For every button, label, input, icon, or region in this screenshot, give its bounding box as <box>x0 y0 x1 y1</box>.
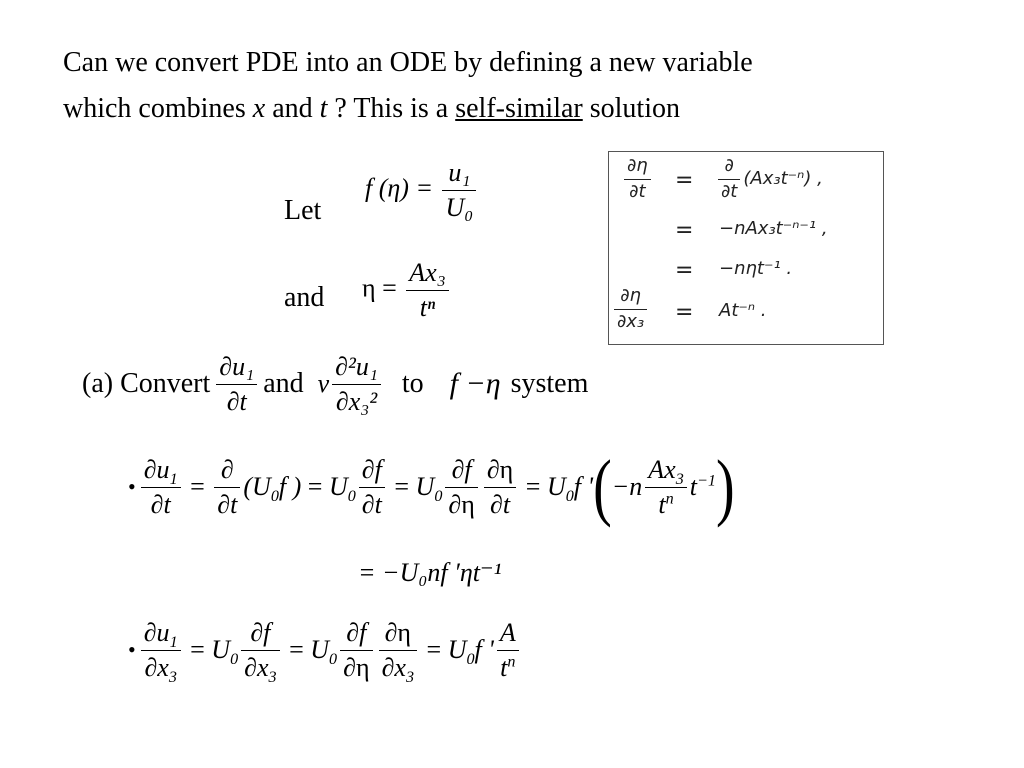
box-eq-1: = <box>675 168 694 193</box>
box-op-num: ∂ <box>724 155 734 176</box>
eq1-t2-den: ∂t <box>217 489 238 519</box>
eq1-t4-den: ∂η <box>448 489 475 519</box>
eq2-u0-a: $U_0$ <box>211 635 239 669</box>
box-eq-2: = <box>675 218 694 243</box>
eq2-t2-den: $\partial x_3$ <box>244 652 277 687</box>
eq1-t6-num: $Ax_3$ <box>648 455 684 489</box>
part-a-line <box>82 352 588 417</box>
eq1-t6-den: $t^n$ <box>658 489 674 519</box>
eq1-t3-num: ∂f <box>361 455 382 484</box>
and-label: and <box>284 282 325 313</box>
box-row-2-rhs <box>719 220 828 238</box>
part-a-frac2-num: ∂²u₁ <box>335 352 378 381</box>
eq2-t3-den: ∂η <box>343 652 370 682</box>
eta-fraction <box>406 258 448 323</box>
intro-text-a: which combines <box>63 93 253 124</box>
box-eq-4: = <box>675 300 694 325</box>
eq1-t2-num: ∂ <box>220 455 234 484</box>
let-label: Let <box>284 195 322 226</box>
box-row-1 <box>621 156 654 202</box>
box-row-1-rhs <box>715 156 823 202</box>
intro-text-b: and <box>265 93 320 124</box>
eq1-left-paren: ( <box>593 445 612 530</box>
eq1-u0f-prime: $U_0f$ ' <box>546 472 594 506</box>
equation-1-line-2 <box>358 560 501 586</box>
box-r4-rhs: At⁻ⁿ . <box>719 300 767 321</box>
part-a-prefix: (a) Convert <box>82 368 211 400</box>
eq1-u0-a: $U_0$ <box>328 472 356 506</box>
eq1-u0-b: $U_0$ <box>415 472 443 506</box>
eq2-t3-num: ∂f <box>346 618 367 647</box>
eq2-t1-num: $\partial u_1$ <box>143 618 178 652</box>
eq2-t5-num: A <box>499 618 516 647</box>
part-a-v: v <box>317 369 330 399</box>
box-r1-lhs-den: ∂t <box>629 180 646 202</box>
part-a-f-eta: f −η <box>449 367 501 401</box>
eq1-eq-a: = <box>183 472 212 502</box>
eq1-eq-c: = <box>387 472 416 502</box>
eta-denominator: tⁿ <box>419 292 436 322</box>
eq1-eq-d: = <box>519 472 547 502</box>
part-a-system: system <box>510 368 589 400</box>
eq2-u0f-prime: $U_0f$ ' <box>447 635 494 669</box>
eq2-t2-num: ∂f <box>250 618 271 647</box>
eq1-t3-den: ∂t <box>361 489 382 519</box>
part-a-and: and <box>263 368 304 400</box>
f-eta-fraction <box>442 158 476 223</box>
eq2-t4-den: $\partial x_3$ <box>381 652 415 687</box>
var-x: x <box>252 93 266 124</box>
box-r1-lhs-num: ∂η <box>627 155 648 176</box>
eq2-t5-den: $t^n$ <box>500 652 516 682</box>
self-similar-term: self-similar <box>455 93 583 124</box>
part-a-frac1-den: ∂t <box>226 386 247 416</box>
f-eta-definition <box>365 158 479 223</box>
f-eta-lhs: f (η) = <box>365 173 433 203</box>
box-op-den: ∂t <box>721 180 738 202</box>
var-t: t <box>319 93 328 124</box>
bullet-2: • <box>128 637 136 663</box>
eq1-t5-den: ∂t <box>490 489 511 519</box>
eq1-right-paren: ) <box>715 445 735 530</box>
intro-line-1: Can we convert PDE into an ODE by defining a new variable <box>63 47 753 78</box>
eta-definition <box>362 258 452 323</box>
eq2-eq-a: = <box>183 635 212 665</box>
eta-lhs: η = <box>362 273 397 303</box>
box-r4-lhs-num: ∂η <box>620 285 641 306</box>
eta-numerator: Ax₃ <box>409 258 446 287</box>
eq2-eq-c: = <box>420 635 448 665</box>
box-row-3-rhs <box>719 260 792 278</box>
intro-line-2 <box>63 95 680 123</box>
part-a-frac1-num: ∂u₁ <box>219 352 255 381</box>
eq1-line2-text: = −U₀nf ′ηt⁻¹ <box>358 558 502 587</box>
box-row-4-rhs <box>719 302 767 320</box>
eq1-t4-num: ∂f <box>451 455 472 484</box>
eq1-t5-num: ∂η <box>486 455 514 484</box>
part-a-frac-1 <box>216 352 257 417</box>
box-row-4 <box>611 286 650 332</box>
box-r4-lhs-den: ∂x₃ <box>617 310 645 332</box>
part-a-frac-2 <box>332 352 381 417</box>
part-a-frac2-den: ∂x₃² <box>335 386 378 416</box>
bullet-1: • <box>128 474 136 500</box>
equation-1-line-1 <box>128 445 735 530</box>
eq1-minus-n: −n <box>611 472 643 502</box>
part-a-to: to <box>401 368 424 400</box>
eq2-t1-den: $\partial x_3$ <box>144 652 177 687</box>
derivative-box <box>608 151 884 345</box>
eq2-u0-b: $U_0$ <box>310 635 338 669</box>
intro-text-c: ? This is a <box>327 93 456 124</box>
box-r1-rhs: (Ax₃t⁻ⁿ) , <box>743 168 823 190</box>
intro-text-d: solution <box>582 93 680 124</box>
eq1-t1-den: ∂t <box>150 489 171 519</box>
eq1-eq-b: = <box>301 472 329 502</box>
f-numerator: u₁ <box>448 158 471 187</box>
eq1-t1-num: $\partial u_1$ <box>143 455 178 489</box>
eq2-t4-num: ∂η <box>384 618 412 647</box>
f-denominator: U₀ <box>445 192 474 222</box>
eq1-t-inv: $t^{-1}$ <box>689 472 716 502</box>
eq2-eq-b: = <box>282 635 311 665</box>
box-r3-rhs: −nηt⁻¹ . <box>719 258 793 279</box>
box-r2-rhs: −nAx₃t⁻ⁿ⁻¹ , <box>719 218 828 239</box>
equation-2 <box>128 618 522 687</box>
eq1-u0f: ($U_0f$ ) <box>243 472 302 506</box>
box-eq-3: = <box>675 258 694 283</box>
